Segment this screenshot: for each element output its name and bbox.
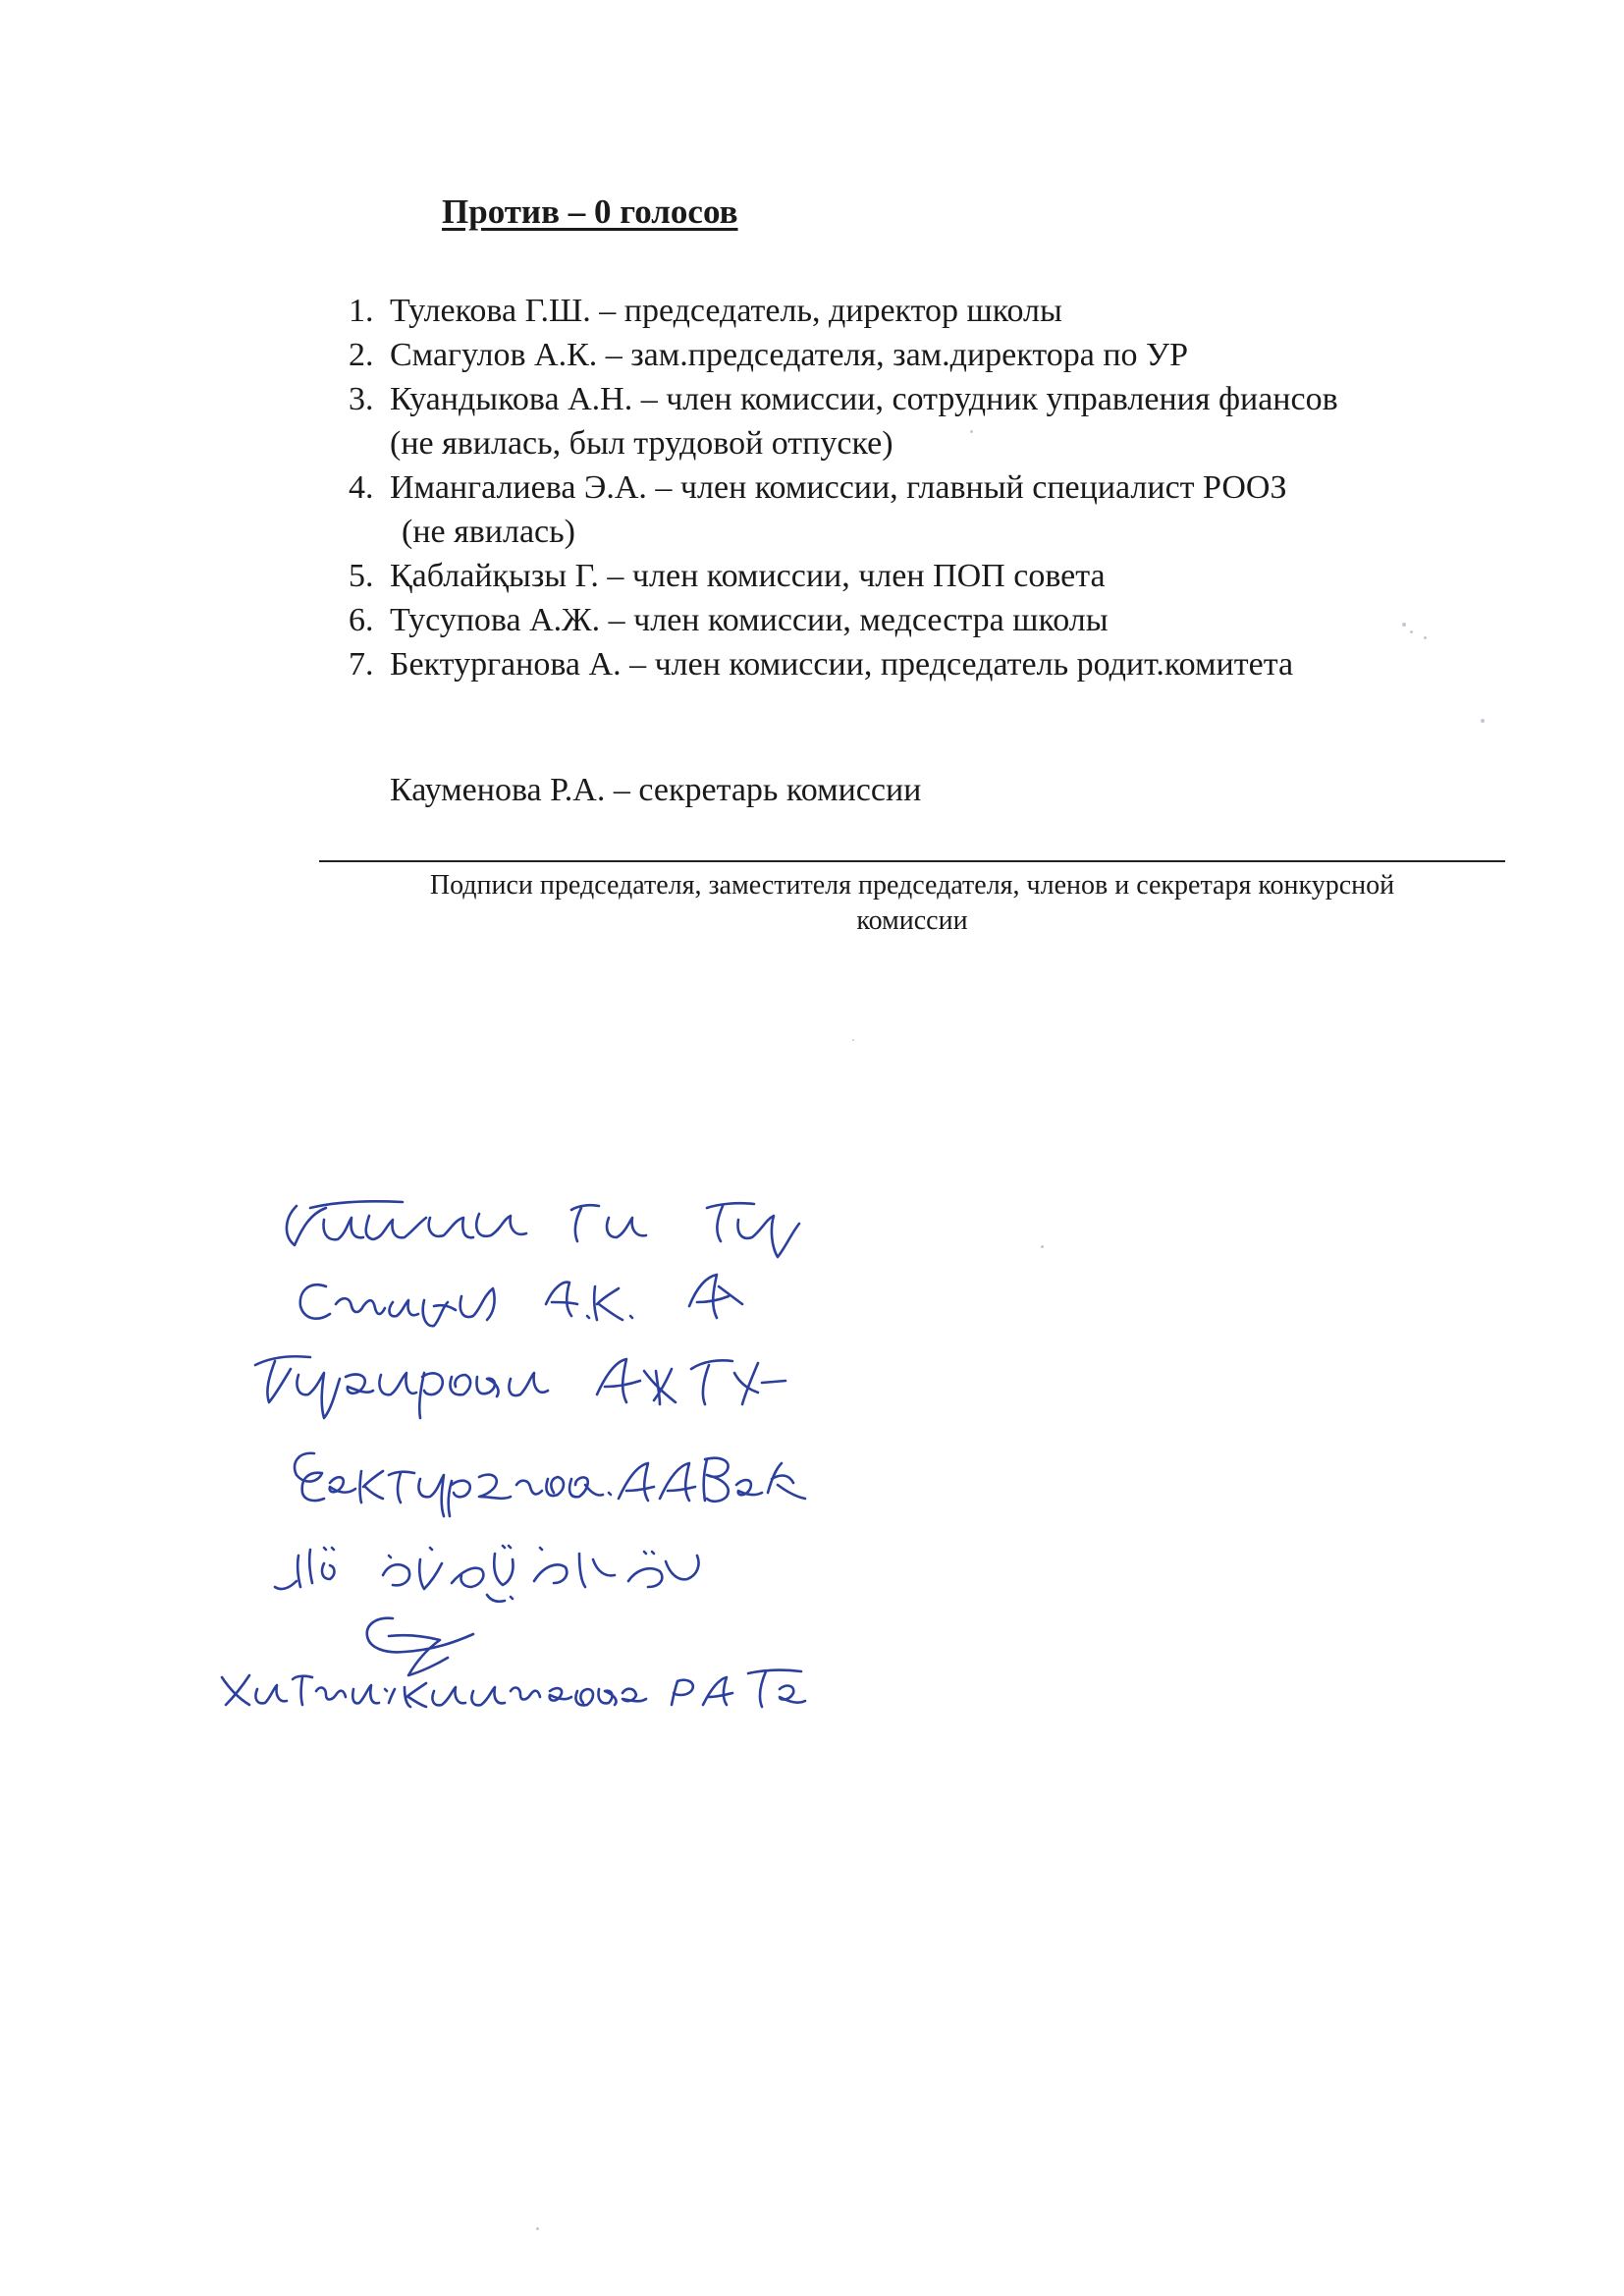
list-item-number: 4. [349,469,374,506]
signature-bekturganova [295,1453,805,1516]
list-item [349,289,1338,333]
list-item-text: Смагулов А.К. – зам.председателя, зам.директора по УР [390,337,1189,373]
scan-speck [536,2227,539,2230]
list-item [349,598,1338,642]
secretary-line: Кауменова Р.А. – секретарь комиссии [390,772,922,808]
list-item-text: Бектурганова А. – член комиссии, председатель родит.комитета [390,646,1294,683]
scan-speck [1424,636,1427,639]
signature-kablaikyzy [275,1546,699,1602]
list-item-number: 2. [349,337,374,373]
signature-flourish [367,1618,473,1675]
signature-tusupova [255,1356,785,1418]
signature-kaumenova [222,1670,805,1707]
list-item [349,333,1338,377]
list-item [349,465,1338,554]
scan-speck [970,430,973,433]
list-item [349,377,1338,465]
scan-speck [1041,1245,1044,1248]
commission-members-list [349,289,1338,686]
scan-speck [1402,623,1406,627]
list-item [349,642,1338,686]
scan-speck [1481,719,1485,723]
list-item-number: 6. [349,602,374,638]
list-item-note: (не явилась) [402,514,575,550]
scan-speck [852,1039,854,1041]
list-item-number: 1. [349,293,374,329]
signature-smagulov [300,1275,742,1326]
against-votes-heading: Против – 0 голосов [442,192,738,231]
signatures-caption-line: комиссии [856,905,968,936]
list-item-number: 7. [349,646,374,683]
handwritten-signatures [216,1159,1001,1709]
list-item-number: 5. [349,558,374,594]
signatures-caption-line: Подписи председателя, заместителя председателя, членов и секретаря конкурсной [429,870,1395,901]
list-item-text: Тулекова Г.Ш. – председатель, директор школы [390,293,1062,329]
scan-speck [1410,630,1413,633]
signature-divider [319,860,1505,862]
list-item-note: (не явилась, был трудовой отпуске) [390,425,893,462]
signatures-caption [319,868,1505,939]
list-item-text: Тусупова А.Ж. – член комиссии, медсестра школы [390,602,1109,638]
list-item-number: 3. [349,381,374,417]
signature-tulekova [287,1201,799,1257]
list-item-text: Қаблайқызы Г. – член комиссии, член ПОП совета [390,558,1106,594]
list-item-text: Имангалиева Э.А. – член комиссии, главный специалист РООЗ [390,469,1287,506]
list-item-text: Куандыкова А.Н. – член комиссии, сотрудник управления фиансов [390,381,1338,417]
list-item [349,554,1338,598]
